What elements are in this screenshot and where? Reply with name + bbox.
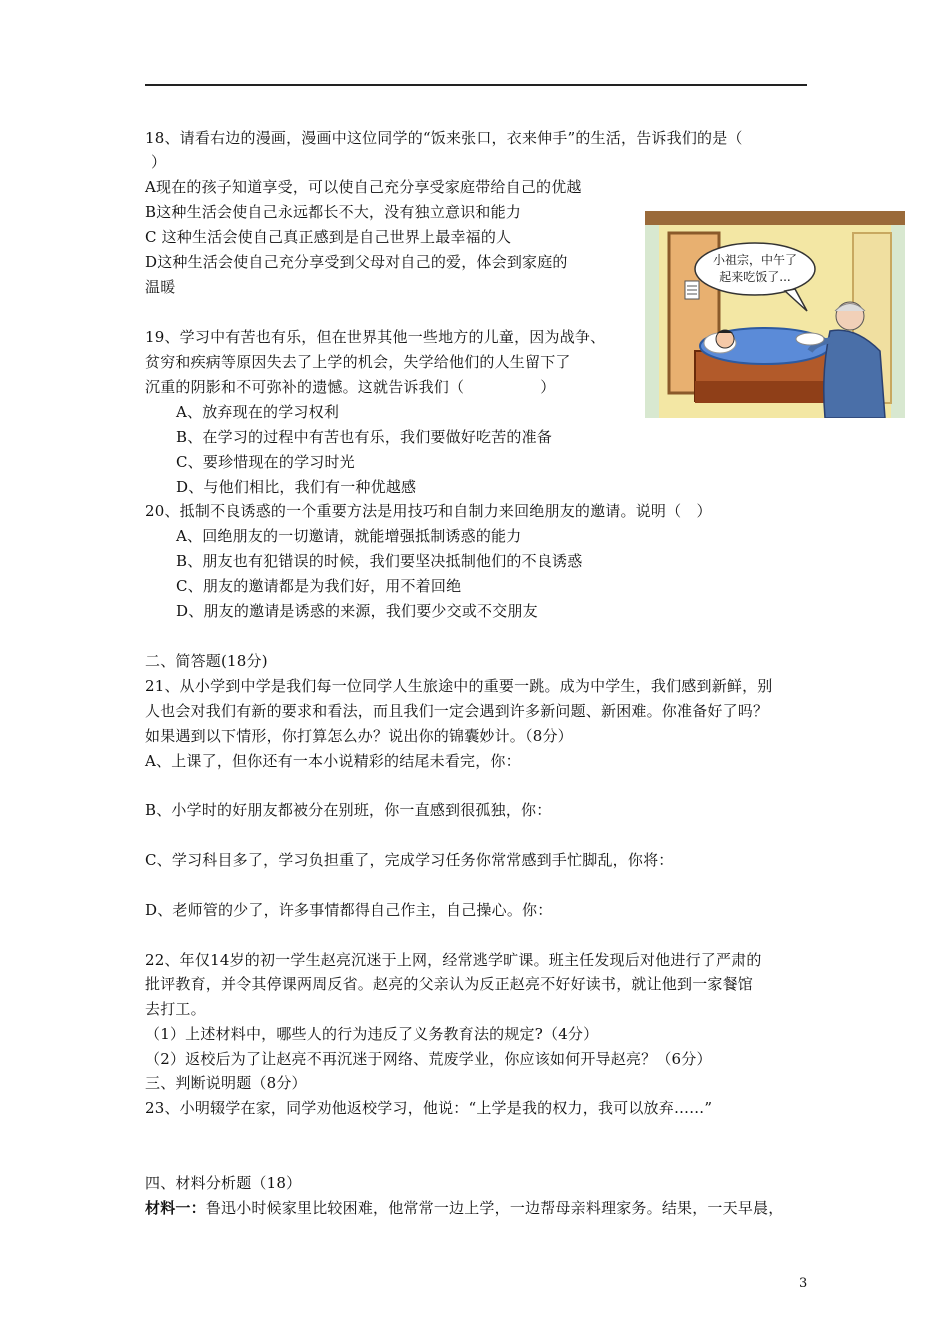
q21-item-a: A、上课了，但你还有一本小说精彩的结尾未看完，你： (145, 752, 521, 770)
material-1-label: 材料一： (145, 1199, 206, 1217)
q18-option-a: A现在的孩子知道享受，可以使自己充分享受家庭带给自己的优越 (145, 178, 582, 196)
q23-stem: 23、小明辍学在家，同学劝他返校学习，他说：“上学是我的权力，我可以放弃……” (145, 1099, 713, 1117)
q22-stem-line2: 批评教育，并令其停课两周反省。赵亮的父亲认为反正赵亮不好好读书，就让他到一家餐馆 (145, 975, 754, 993)
q21-item-d: D、老师管的少了，许多事情都得自己作主，自己操心。你： (145, 901, 553, 919)
q22-subquestion-2: （2）返校后为了让赵亮不再沉迷于网络、荒废学业，你应该如何开导赵亮？（6分） (145, 1050, 712, 1068)
q21-item-b: B、小学时的好朋友都被分在别班，你一直感到很孤独，你： (145, 801, 552, 819)
q21-stem-line1: 21、从小学到中学是我们每一位同学人生旅途中的重要一跳。成为中学生，我们感到新鲜，别 (145, 677, 773, 695)
q19-stem-line3: 沉重的阴影和不可弥补的遗憾。这就告诉我们（ ） (145, 378, 556, 396)
q20-option-b: B、朋友也有犯错误的时候，我们要坚决抵制他们的不良诱惑 (176, 552, 583, 570)
q19-option-b: B、在学习的过程中有苦也有乐，我们要做好吃苦的准备 (176, 428, 553, 446)
q22-stem-line3: 去打工。 (145, 1000, 206, 1018)
section-4-title: 四、材料分析题（18） (145, 1174, 302, 1192)
header-rule (145, 84, 807, 86)
q19-option-d: D、与他们相比，我们有一种优越感 (176, 478, 417, 496)
speech-line-1: 小祖宗，中午了 (712, 253, 798, 267)
q18-option-d-line2: 温暖 (145, 278, 176, 296)
q19-stem-line2: 贫穷和疾病等原因失去了上学的机会，失学给他们的人生留下了 (145, 353, 571, 371)
q19-stem-line1: 19、学习中有苦也有乐，但在世界其他一些地方的儿童，因为战争、 (145, 328, 606, 346)
section-3-title: 三、判断说明题（8分） (145, 1074, 307, 1092)
q21-stem-line3: 如果遇到以下情形，你打算怎么办？说出你的锦囊妙计。（8分） (145, 727, 573, 745)
speech-line-2: 起来吃饭了... (719, 270, 791, 284)
material-1-paragraph (145, 1199, 783, 1217)
q18-option-b: B这种生活会使自己永远都长不大，没有独立意识和能力 (145, 203, 522, 221)
q20-stem: 20、抵制不良诱惑的一个重要方法是用技巧和自制力来回绝朋友的邀请。说明（ ） (145, 502, 712, 520)
material-1-text: 鲁迅小时候家里比较困难，他常常一边上学，一边帮母亲料理家务。结果，一天早晨， (205, 1199, 784, 1217)
q19-option-c: C、要珍惜现在的学习时光 (176, 453, 355, 471)
q18-stem-line2: ） (151, 153, 167, 171)
q20-option-d: D、朋友的邀请是诱惑的来源，我们要少交或不交朋友 (176, 602, 538, 620)
q21-item-c: C、学习科目多了，学习负担重了，完成学习任务你常常感到手忙脚乱，你将： (145, 851, 674, 869)
q18-stem-line1: 18、请看右边的漫画，漫画中这位同学的“饭来张口，衣来伸手”的生活，告诉我们的是（ (145, 129, 743, 147)
section-2-title: 二、简答题(18分) (145, 652, 268, 670)
cartoon-illustration (645, 211, 905, 418)
page-number: 3 (799, 1276, 808, 1291)
q20-option-c: C、朋友的邀请都是为我们好，用不着回绝 (176, 577, 462, 595)
q21-stem-line2: 人也会对我们有新的要求和看法，而且我们一定会遇到许多新问题、新困难。你准备好了吗？ (145, 702, 769, 720)
q19-option-a: A、放弃现在的学习权利 (176, 403, 340, 421)
q22-subquestion-1: （1）上述材料中，哪些人的行为违反了义务教育法的规定?（4分） (145, 1025, 599, 1043)
q18-option-d-line1: D这种生活会使自己充分享受到父母对自己的爱，体会到家庭的 (145, 253, 568, 271)
q20-option-a: A、回绝朋友的一切邀请，就能增强抵制诱惑的能力 (176, 527, 522, 545)
q18-option-c: C 这种生活会使自己真正感到是自己世界上最幸福的人 (145, 228, 512, 246)
q22-stem-line1: 22、年仅14岁的初一学生赵亮沉迷于上网，经常逃学旷课。班主任发现后对他进行了严肃的 (145, 951, 762, 969)
